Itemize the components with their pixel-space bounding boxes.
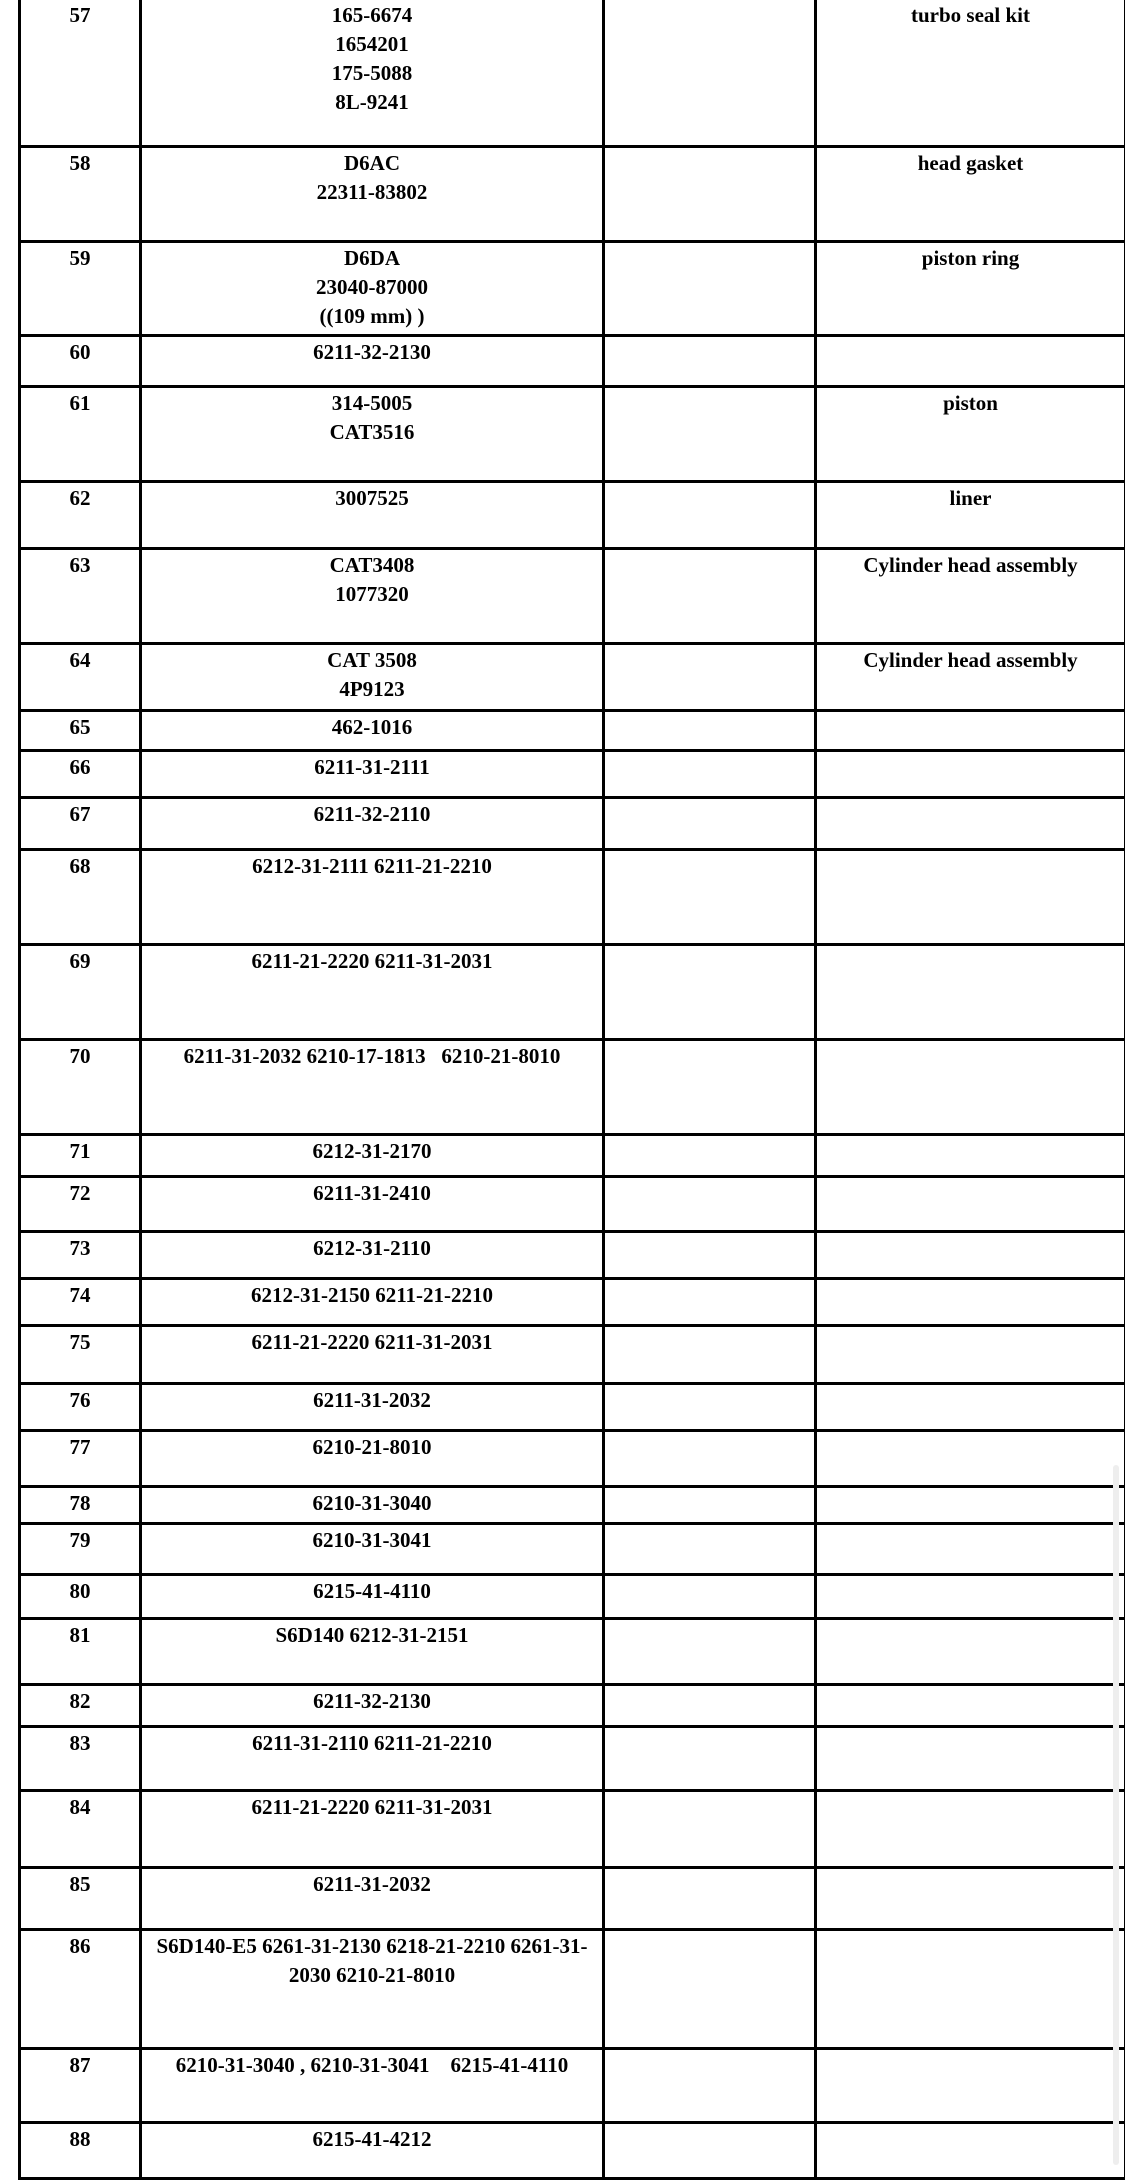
part-number: 6211-21-2220 6211-31-2031 [146, 1328, 598, 1357]
part-number: 165-6674 [146, 1, 598, 30]
part-number-cell [141, 643, 604, 710]
part-description: Cylinder head assembly [821, 551, 1120, 580]
empty-cell [604, 1523, 816, 1574]
table-row [20, 241, 1125, 335]
row-number: 76 [25, 1386, 135, 1415]
part-number-cell [141, 1523, 604, 1574]
row-number: 72 [25, 1179, 135, 1208]
part-number: 6211-32-2110 [146, 800, 598, 829]
part-number-cell [141, 710, 604, 750]
row-number-cell [20, 1383, 141, 1430]
part-number: 6215-41-4212 [146, 2125, 598, 2154]
row-number-cell [20, 1278, 141, 1325]
table-row [20, 1383, 1125, 1430]
part-number: CAT3408 [146, 551, 598, 580]
empty-cell [604, 1134, 816, 1176]
description-cell [816, 1790, 1125, 1867]
part-number: 6210-21-8010 [146, 1433, 598, 1462]
table-row [20, 1684, 1125, 1726]
empty-cell [604, 849, 816, 944]
table-row [20, 481, 1125, 548]
row-number-cell [20, 1430, 141, 1486]
row-number: 57 [25, 1, 135, 30]
row-number-cell [20, 1039, 141, 1134]
table-row [20, 944, 1125, 1039]
table-row [20, 1231, 1125, 1278]
part-description: Cylinder head assembly [821, 646, 1120, 675]
description-cell [816, 1231, 1125, 1278]
part-number: CAT3516 [146, 418, 598, 447]
part-description: liner [821, 484, 1120, 513]
description-cell [816, 1574, 1125, 1618]
description-cell [816, 481, 1125, 548]
part-number: 6211-21-2220 6211-31-2031 [146, 1793, 598, 1822]
table-row [20, 849, 1125, 944]
part-number: 6211-32-2130 [146, 338, 598, 367]
description-cell [816, 643, 1125, 710]
row-number: 63 [25, 551, 135, 580]
part-number-cell [141, 481, 604, 548]
row-number-cell [20, 146, 141, 241]
part-number-cell [141, 1684, 604, 1726]
row-number-cell [20, 944, 141, 1039]
empty-cell [604, 1486, 816, 1523]
row-number-cell [20, 1325, 141, 1383]
row-number: 60 [25, 338, 135, 367]
row-number-cell [20, 797, 141, 849]
part-number-cell [141, 548, 604, 643]
table-row [20, 386, 1125, 481]
part-number-cell [141, 1574, 604, 1618]
part-number-cell [141, 1790, 604, 1867]
row-number-cell [20, 1231, 141, 1278]
row-number: 77 [25, 1433, 135, 1462]
part-number-cell [141, 797, 604, 849]
empty-cell [604, 750, 816, 797]
part-number: 6210-31-3041 [146, 1526, 598, 1555]
part-number-cell [141, 1278, 604, 1325]
empty-cell [604, 2048, 816, 2122]
table-row [20, 1325, 1125, 1383]
row-number: 85 [25, 1870, 135, 1899]
part-number: 462-1016 [146, 713, 598, 742]
empty-cell [604, 1039, 816, 1134]
row-number-cell [20, 1929, 141, 2048]
row-number: 86 [25, 1932, 135, 1961]
part-number: 6212-31-2111 6211-21-2210 [146, 852, 598, 881]
row-number: 74 [25, 1281, 135, 1310]
description-cell [816, 1684, 1125, 1726]
table-row [20, 1176, 1125, 1231]
row-number: 62 [25, 484, 135, 513]
table-row [20, 1523, 1125, 1574]
part-number-cell [141, 1618, 604, 1684]
part-number: 6211-31-2032 [146, 1870, 598, 1899]
row-number-cell [20, 1618, 141, 1684]
row-number-cell [20, 1867, 141, 1929]
part-number: 1077320 [146, 580, 598, 609]
row-number-cell [20, 710, 141, 750]
row-number-cell [20, 548, 141, 643]
description-cell [816, 1523, 1125, 1574]
part-number-cell [141, 1726, 604, 1790]
row-number-cell [20, 1574, 141, 1618]
empty-cell [604, 1430, 816, 1486]
empty-cell [604, 0, 816, 146]
empty-cell [604, 1867, 816, 1929]
empty-cell [604, 241, 816, 335]
empty-cell [604, 643, 816, 710]
part-number-cell [141, 1325, 604, 1383]
parts-table [18, 0, 1125, 2180]
table-row [20, 1929, 1125, 2048]
description-cell [816, 797, 1125, 849]
row-number-cell [20, 2122, 141, 2178]
part-number-cell [141, 1430, 604, 1486]
description-cell [816, 386, 1125, 481]
empty-cell [604, 710, 816, 750]
part-number-cell [141, 146, 604, 241]
part-description: piston [821, 389, 1120, 418]
part-number: 4P9123 [146, 675, 598, 704]
part-number-cell [141, 1231, 604, 1278]
row-number: 70 [25, 1042, 135, 1071]
part-number: 314-5005 [146, 389, 598, 418]
row-number-cell [20, 481, 141, 548]
table-row [20, 1790, 1125, 1867]
empty-cell [604, 2122, 816, 2178]
part-number-cell [141, 2048, 604, 2122]
parts-table-body [20, 0, 1125, 2178]
part-number: 23040-87000 [146, 273, 598, 302]
description-cell [816, 750, 1125, 797]
table-row [20, 643, 1125, 710]
part-number-cell [141, 335, 604, 386]
row-number: 64 [25, 646, 135, 675]
row-number-cell [20, 1684, 141, 1726]
table-row [20, 1726, 1125, 1790]
part-number: 6211-31-2110 6211-21-2210 [146, 1729, 598, 1758]
row-number: 78 [25, 1489, 135, 1518]
part-number: ((109 mm) ) [146, 302, 598, 331]
part-number: 6211-32-2130 [146, 1687, 598, 1716]
row-number: 82 [25, 1687, 135, 1716]
table-row [20, 0, 1125, 146]
row-number-cell [20, 1523, 141, 1574]
table-row [20, 2122, 1125, 2178]
part-number-cell [141, 1867, 604, 1929]
part-number-cell [141, 2122, 604, 2178]
row-number-cell [20, 643, 141, 710]
table-row [20, 1039, 1125, 1134]
part-number-cell [141, 849, 604, 944]
empty-cell [604, 548, 816, 643]
table-row [20, 335, 1125, 386]
row-number-cell [20, 1486, 141, 1523]
row-number: 59 [25, 244, 135, 273]
empty-cell [604, 1726, 816, 1790]
row-number-cell [20, 386, 141, 481]
parts-table-page [18, 0, 1124, 2180]
table-row [20, 750, 1125, 797]
row-number-cell [20, 241, 141, 335]
description-cell [816, 1929, 1125, 2048]
empty-cell [604, 335, 816, 386]
row-number: 71 [25, 1137, 135, 1166]
empty-cell [604, 1325, 816, 1383]
part-number: 6210-31-3040 [146, 1489, 598, 1518]
row-number-cell [20, 1176, 141, 1231]
description-cell [816, 548, 1125, 643]
row-number: 68 [25, 852, 135, 881]
description-cell [816, 241, 1125, 335]
description-cell [816, 1325, 1125, 1383]
row-number: 66 [25, 753, 135, 782]
part-number: 175-5088 [146, 59, 598, 88]
row-number-cell [20, 0, 141, 146]
part-number: CAT 3508 [146, 646, 598, 675]
part-number-cell [141, 241, 604, 335]
row-number: 87 [25, 2051, 135, 2080]
part-number: 6212-31-2150 6211-21-2210 [146, 1281, 598, 1310]
description-cell [816, 1134, 1125, 1176]
part-number-cell [141, 1176, 604, 1231]
description-cell [816, 1176, 1125, 1231]
empty-cell [604, 1231, 816, 1278]
empty-cell [604, 481, 816, 548]
row-number: 65 [25, 713, 135, 742]
part-number: 2030 6210-21-8010 [146, 1961, 598, 1990]
row-number-cell [20, 1726, 141, 1790]
part-number-cell [141, 1383, 604, 1430]
description-cell [816, 1867, 1125, 1929]
description-cell [816, 0, 1125, 146]
part-number: 6211-21-2220 6211-31-2031 [146, 947, 598, 976]
part-number-cell [141, 0, 604, 146]
description-cell [816, 1726, 1125, 1790]
part-number: 22311-83802 [146, 178, 598, 207]
part-number: 6211-31-2410 [146, 1179, 598, 1208]
part-number-cell [141, 750, 604, 797]
part-number: 6211-31-2032 6210-17-1813 6210-21-8010 [146, 1042, 598, 1071]
row-number: 73 [25, 1234, 135, 1263]
table-row [20, 710, 1125, 750]
empty-cell [604, 1176, 816, 1231]
row-number-cell [20, 1134, 141, 1176]
empty-cell [604, 1278, 816, 1325]
empty-cell [604, 1684, 816, 1726]
empty-cell [604, 797, 816, 849]
description-cell [816, 335, 1125, 386]
empty-cell [604, 1574, 816, 1618]
description-cell [816, 849, 1125, 944]
table-row [20, 548, 1125, 643]
table-row [20, 1278, 1125, 1325]
part-number-cell [141, 944, 604, 1039]
description-cell [816, 1618, 1125, 1684]
part-number: D6AC [146, 149, 598, 178]
empty-cell [604, 944, 816, 1039]
part-number: 6215-41-4110 [146, 1577, 598, 1606]
part-number-cell [141, 1134, 604, 1176]
description-cell [816, 1486, 1125, 1523]
row-number: 84 [25, 1793, 135, 1822]
part-number-cell [141, 386, 604, 481]
description-cell [816, 1383, 1125, 1430]
empty-cell [604, 386, 816, 481]
empty-cell [604, 1618, 816, 1684]
row-number: 79 [25, 1526, 135, 1555]
description-cell [816, 1430, 1125, 1486]
row-number-cell [20, 849, 141, 944]
row-number-cell [20, 750, 141, 797]
description-cell [816, 1039, 1125, 1134]
part-number: S6D140-E5 6261-31-2130 6218-21-2210 6261-31- [146, 1932, 598, 1961]
part-description: turbo seal kit [821, 1, 1120, 30]
part-number-cell [141, 1929, 604, 2048]
empty-cell [604, 1790, 816, 1867]
row-number: 80 [25, 1577, 135, 1606]
description-cell [816, 2048, 1125, 2122]
part-number: S6D140 6212-31-2151 [146, 1621, 598, 1650]
row-number: 61 [25, 389, 135, 418]
row-number: 81 [25, 1621, 135, 1650]
part-number: 6211-31-2111 [146, 753, 598, 782]
part-description: head gasket [821, 149, 1120, 178]
part-number: D6DA [146, 244, 598, 273]
row-number-cell [20, 2048, 141, 2122]
part-number: 6212-31-2110 [146, 1234, 598, 1263]
table-row [20, 146, 1125, 241]
part-number-cell [141, 1039, 604, 1134]
row-number-cell [20, 1790, 141, 1867]
part-number: 6211-31-2032 [146, 1386, 598, 1415]
part-description: piston ring [821, 244, 1120, 273]
row-number: 69 [25, 947, 135, 976]
part-number-cell [141, 1486, 604, 1523]
description-cell [816, 710, 1125, 750]
description-cell [816, 944, 1125, 1039]
part-number: 6212-31-2170 [146, 1137, 598, 1166]
row-number: 67 [25, 800, 135, 829]
row-number: 58 [25, 149, 135, 178]
row-number-cell [20, 335, 141, 386]
description-cell [816, 1278, 1125, 1325]
part-number: 8L-9241 [146, 88, 598, 117]
part-number: 3007525 [146, 484, 598, 513]
row-number: 83 [25, 1729, 135, 1758]
table-row [20, 1430, 1125, 1486]
row-number: 75 [25, 1328, 135, 1357]
part-number: 6210-31-3040 , 6210-31-3041 6215-41-4110 [146, 2051, 598, 2080]
empty-cell [604, 1383, 816, 1430]
part-number: 1654201 [146, 30, 598, 59]
table-row [20, 1867, 1125, 1929]
table-row [20, 1134, 1125, 1176]
table-row [20, 797, 1125, 849]
description-cell [816, 146, 1125, 241]
empty-cell [604, 146, 816, 241]
table-row [20, 1574, 1125, 1618]
empty-cell [604, 1929, 816, 2048]
table-row [20, 1618, 1125, 1684]
description-cell [816, 2122, 1125, 2178]
scrollbar[interactable] [1113, 1465, 1119, 2165]
table-row [20, 2048, 1125, 2122]
row-number: 88 [25, 2125, 135, 2154]
table-row [20, 1486, 1125, 1523]
